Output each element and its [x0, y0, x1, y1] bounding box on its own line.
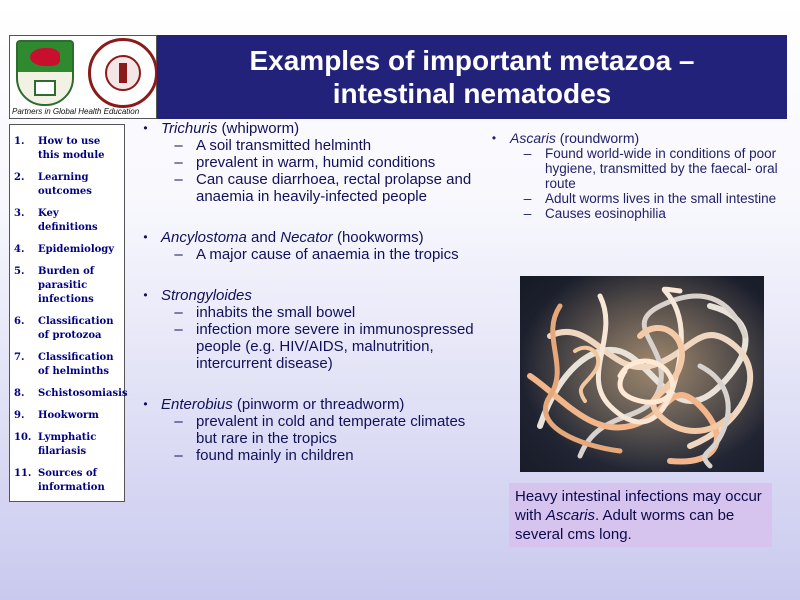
- sub-point-text: prevalent in warm, humid conditions: [196, 154, 436, 171]
- common-name: (whipworm): [217, 120, 300, 137]
- photo-caption: [509, 483, 772, 547]
- nav-item-label: Hookworm: [38, 410, 99, 421]
- sub-point: [130, 304, 475, 321]
- species-name: Enterobius: [161, 396, 233, 413]
- nav-item-number: 4.: [14, 244, 25, 255]
- nav-item-number: 5.: [14, 266, 25, 277]
- nav-item-hookworm[interactable]: [14, 409, 120, 423]
- bullet-heading: [161, 396, 475, 413]
- sub-point: [130, 321, 475, 372]
- sub-point-text: found mainly in children: [196, 447, 354, 464]
- dash-icon: –: [174, 137, 183, 154]
- sub-point: [478, 146, 788, 191]
- university-crest-logo: [16, 40, 74, 106]
- bullet-ascaris: [478, 130, 788, 146]
- bullet-dot-icon: •: [143, 121, 148, 135]
- nav-item-label: Classification of helminths: [38, 352, 114, 377]
- nav-item-how-to-use[interactable]: [14, 135, 120, 163]
- nav-item-label: Classification of protozoa: [38, 316, 114, 341]
- bullet-enterobius: [130, 396, 475, 413]
- sub-point-text: inhabits the small bowel: [196, 304, 356, 321]
- dash-icon: –: [523, 190, 532, 206]
- dash-icon: –: [174, 447, 183, 464]
- ascaris-section: [478, 130, 788, 221]
- dash-icon: –: [174, 321, 183, 338]
- species-name: Ancylostoma: [161, 229, 247, 246]
- nav-item-label: How to use this module: [38, 136, 105, 161]
- dash-icon: –: [174, 246, 183, 263]
- nav-item-label: Learning outcomes: [38, 172, 92, 197]
- college-of-medicine-seal: [88, 38, 158, 108]
- bullet-dot-icon: •: [143, 230, 148, 244]
- bullet-heading: [510, 130, 788, 146]
- ascaris-worms-photo: [520, 276, 764, 472]
- sub-point-text: Adult worms lives in the small intestine: [545, 191, 777, 206]
- nav-item-label: Schistosomiasis: [38, 388, 128, 399]
- caption-species-name: Ascaris: [545, 507, 596, 524]
- seal-center-icon: [105, 55, 141, 91]
- nav-item-number: 9.: [14, 410, 25, 421]
- nav-item-epidemiology[interactable]: [14, 243, 120, 257]
- nav-item-label: Lymphatic filariasis: [38, 432, 97, 457]
- bullet-dot-icon: •: [143, 288, 148, 302]
- nav-item-number: 6.: [14, 316, 25, 327]
- sub-point-text: infection more severe in immunospressed people (e.g. HIV/AIDS, malnutrition, intercurrent disease): [196, 321, 474, 372]
- nav-item-lymphatic-filariasis[interactable]: [14, 431, 120, 459]
- nav-item-number: 8.: [14, 388, 25, 399]
- dash-icon: –: [523, 145, 532, 161]
- common-name: (hookworms): [332, 229, 424, 246]
- nav-item-number: 7.: [14, 352, 25, 363]
- nav-item-classification-protozoa[interactable]: [14, 315, 120, 343]
- dash-icon: –: [174, 154, 183, 171]
- bullet-hookworms: [130, 229, 475, 246]
- bullet-strongyloides: [130, 287, 475, 304]
- sub-point-text: Can cause diarrhoea, rectal prolapse and anaemia in heavily-infected people: [196, 171, 472, 205]
- nav-item-number: 2.: [14, 172, 25, 183]
- nav-item-sources[interactable]: [14, 467, 120, 495]
- sub-point: [130, 413, 475, 447]
- sub-point: [130, 137, 475, 154]
- species-name: Ascaris: [510, 130, 556, 146]
- sub-point-text: A major cause of anaemia in the tropics: [196, 246, 459, 263]
- book-emblem-icon: [34, 80, 56, 96]
- sub-point: [130, 154, 475, 171]
- nav-item-label: Key definitions: [38, 208, 98, 233]
- bullet-dot-icon: •: [143, 397, 148, 411]
- nav-item-number: 3.: [14, 208, 25, 219]
- nav-item-schistosomiasis[interactable]: [14, 387, 128, 401]
- common-name: (pinworm or threadworm): [232, 396, 405, 413]
- sub-point-text: prevalent in cold and temperate climates but rare in the tropics: [196, 413, 466, 447]
- species-name: Necator: [280, 229, 333, 246]
- nav-item-key-definitions[interactable]: [14, 207, 120, 235]
- partners-caption: Partners in Global Health Education: [12, 107, 140, 116]
- conjunction: and: [246, 229, 281, 246]
- bullet-trichuris: [130, 120, 475, 137]
- bullet-heading: [161, 287, 475, 304]
- dash-icon: –: [174, 304, 183, 321]
- sub-point-text: A soil transmitted helminth: [196, 137, 372, 154]
- sub-point: [478, 191, 788, 206]
- species-name: Trichuris: [161, 120, 218, 137]
- dash-icon: –: [523, 205, 532, 221]
- nav-item-number: 1.: [14, 136, 25, 147]
- bullet-dot-icon: •: [491, 131, 497, 145]
- nav-item-learning-outcomes[interactable]: [14, 171, 120, 199]
- dash-icon: –: [174, 171, 183, 188]
- sub-point: [478, 206, 788, 221]
- common-name: (roundworm): [555, 130, 640, 146]
- nav-item-number: 11.: [14, 468, 32, 479]
- sub-point-text: Found world-wide in conditions of poor hygiene, transmitted by the faecal- oral route: [545, 146, 778, 191]
- nav-item-label: Epidemiology: [38, 244, 115, 255]
- slide-title: Examples of important metazoa – intestinal nematodes: [249, 44, 695, 109]
- nav-item-label: Burden of parasitic infections: [38, 266, 95, 305]
- nav-item-burden[interactable]: [14, 265, 120, 307]
- sub-point: [130, 171, 475, 205]
- nav-item-label: Sources of information: [38, 468, 105, 493]
- title-bar: [157, 35, 787, 119]
- nav-item-number: 10.: [14, 432, 32, 443]
- species-name: Strongyloides: [161, 287, 252, 304]
- bullet-heading: [161, 229, 475, 246]
- logo-box: [9, 35, 157, 119]
- bullet-heading: [161, 120, 475, 137]
- sub-point-text: Causes eosinophilia: [545, 206, 666, 221]
- caption-text-start: Heavy intestinal infections may occur with: [515, 488, 762, 524]
- main-content: [130, 120, 475, 464]
- sub-point: [130, 246, 475, 263]
- ascaris-worms-illustration: [520, 276, 764, 472]
- sub-point: [130, 447, 475, 464]
- dash-icon: –: [174, 413, 183, 430]
- dragon-emblem-icon: [30, 48, 60, 66]
- module-navigation: [9, 124, 128, 502]
- nav-item-classification-helminths[interactable]: [14, 351, 120, 379]
- caption-text-end: . Adult worms can be several cms long.: [515, 507, 735, 543]
